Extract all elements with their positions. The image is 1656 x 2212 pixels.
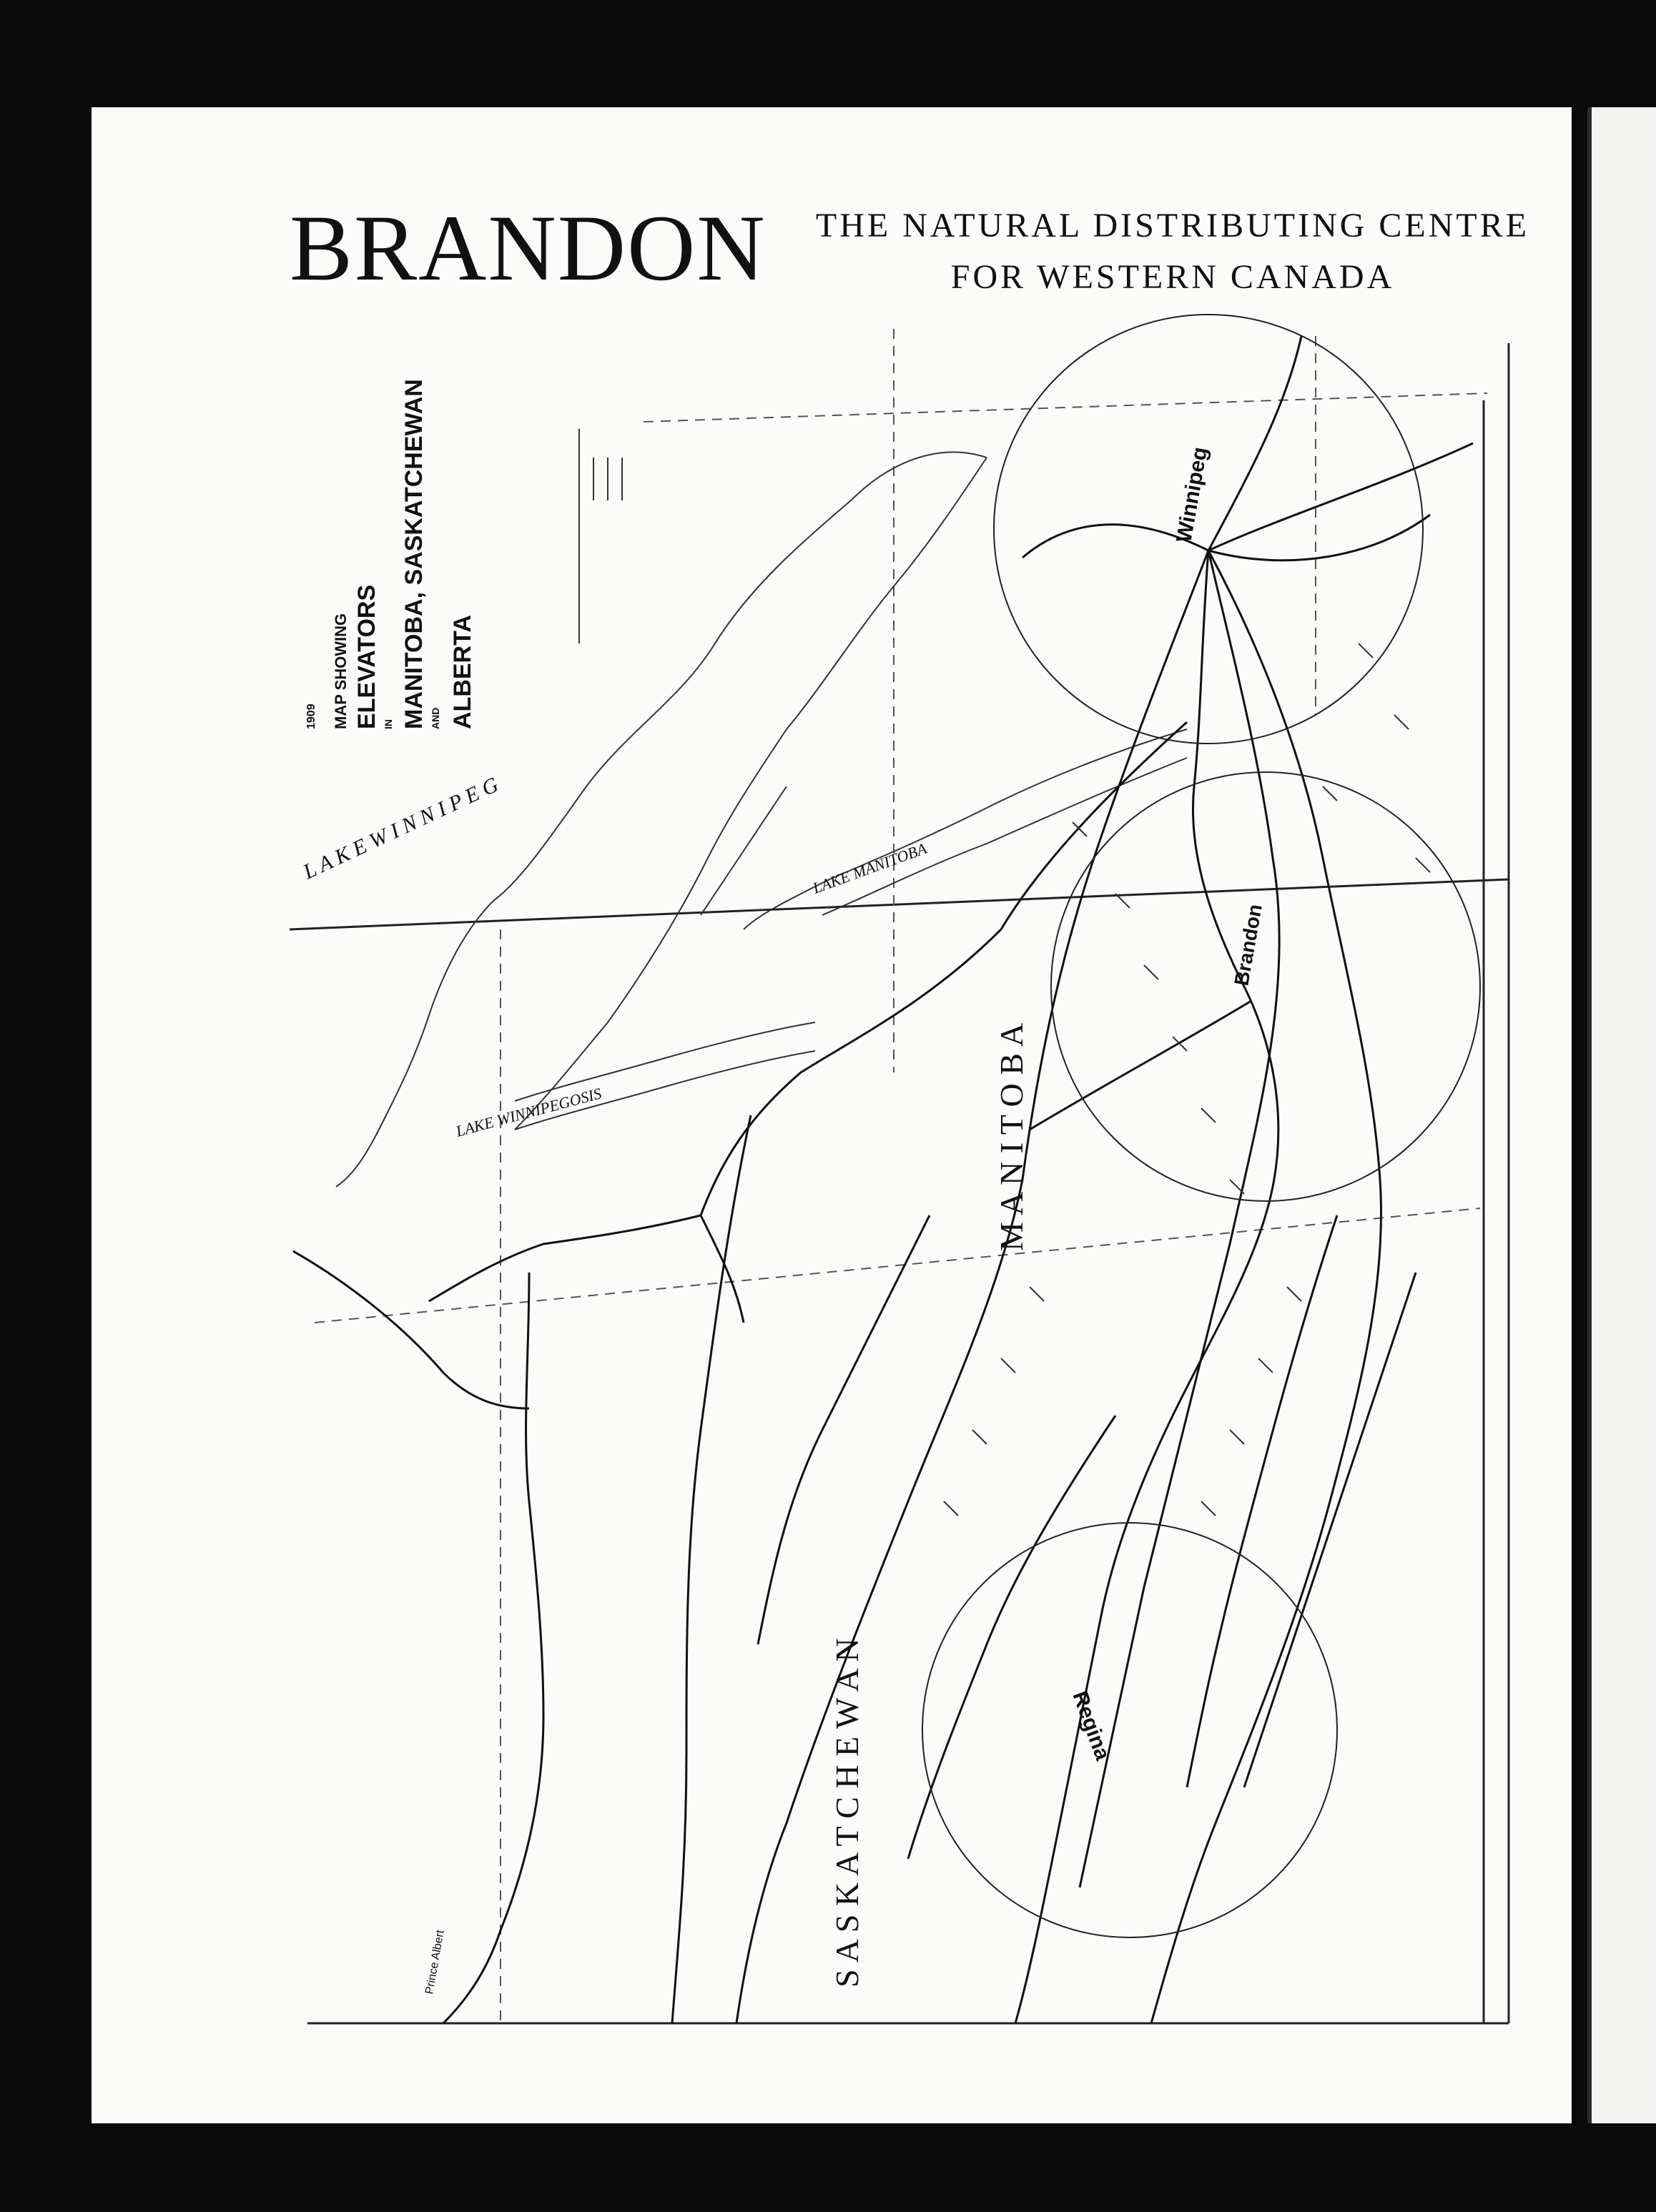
label-lake-winnipeg: L A K E W I N N I P E G bbox=[300, 772, 503, 884]
label-province-saskatchewan: S A S K A T C H E W A N bbox=[829, 1638, 865, 1988]
legend-line-3: IN bbox=[383, 719, 394, 729]
legend-line-2: ELEVATORS bbox=[353, 584, 380, 729]
city-label-winnipeg: Winnipeg bbox=[1172, 445, 1213, 545]
legend-symbols bbox=[579, 429, 622, 643]
legend-line-5: AND bbox=[430, 707, 441, 729]
legend-line-4: MANITOBA, SASKATCHEWAN bbox=[400, 379, 428, 729]
map-legend bbox=[305, 379, 476, 729]
railway-lines bbox=[429, 336, 1473, 2023]
brandon-radius-circle bbox=[1051, 772, 1480, 1201]
city-label-regina: Regina bbox=[1068, 1688, 1115, 1764]
legend-line-1: MAP SHOWING bbox=[332, 613, 350, 729]
city-label-prince-albert: Prince Albert bbox=[423, 1929, 447, 1995]
legend-year: 1909 bbox=[305, 703, 317, 729]
tagline-line-2: FOR WESTERN CANADA bbox=[950, 258, 1395, 296]
city-label-brandon: Brandon bbox=[1230, 902, 1266, 988]
lake-manitoba-shoreline bbox=[515, 729, 1187, 1130]
regina-radius-circle bbox=[922, 1523, 1337, 1937]
label-province-manitoba: M A N I T O B A bbox=[993, 1022, 1030, 1251]
label-lake-manitoba: LAKE MANITOBA bbox=[810, 839, 930, 897]
tagline-line-1: THE NATURAL DISTRIBUTING CENTRE bbox=[815, 207, 1530, 245]
winnipeg-radius-circle bbox=[994, 315, 1423, 744]
page-title: BRANDON bbox=[290, 195, 767, 300]
graticule bbox=[315, 329, 1487, 2023]
map-border bbox=[290, 343, 1509, 2023]
legend-line-6: ALBERTA bbox=[449, 615, 476, 729]
label-lake-winnipegosis: LAKE WINNIPEGOSIS bbox=[453, 1084, 603, 1140]
